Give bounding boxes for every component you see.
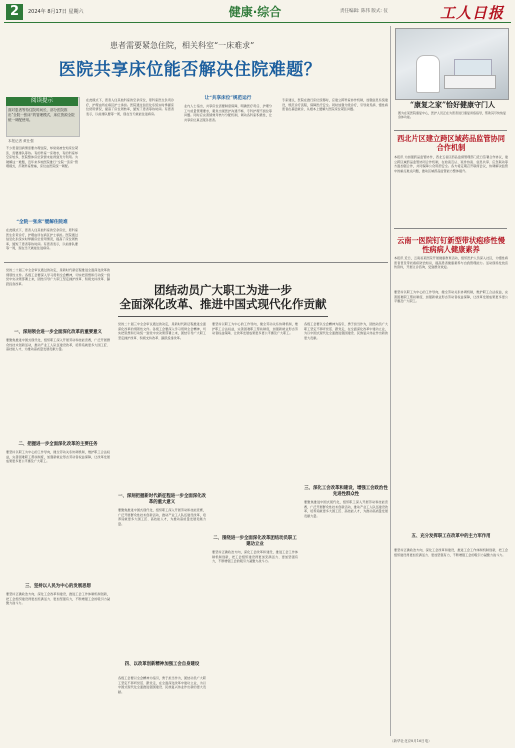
left-subhead-3: 三、坚持以人民为中心的发展思想 (25, 584, 91, 589)
main-col-1b: 在此模式下，患者入住其他科室的空余床位，原科室医生负责诊疗，护理由所在病区护士承担。医院通过信息化系统实时掌握床位使用情况，提高了床位周转率，缩短了患者等待时间。有患者表示，以前排队要等一周，现在当天就能住进病房。 (6, 228, 78, 251)
main-col-3: 业内人士指出，共享床位需要制度保障，明确医疗责任、护理分工与质量管理要求，避免出现医护沟通不畅、专科护理不到位等问题。同时应完善绩效考核与分配机制，调动各科室积极性，让共享床位真正服务患者。 (184, 104, 272, 122)
bottom-col-2b: 要聚焦推进中国式现代化，组织职工深入开展劳动和技能竞赛，广泛开展群众性技术创新活动，推动产业工人队伍建设改革，培养造就更多大国工匠、高技能人才，为推动高质量发展贡献力量。 (118, 508, 206, 526)
bottom-subhead-5: 五、充分发挥职工在改革中的主力军作用 (411, 534, 491, 539)
editor-credits: 责任编辑: 陈伟 版式: 仪 (340, 9, 388, 14)
photo-title: “康复之家”恰好健康守门人 (409, 100, 496, 109)
bottom-col-1d: 要坚持正确政治方向，深化工会改革和建设，推进工会工作体制机制创新，把工会组织建设得更加充满活力、更加坚强有力，不断增强工会的吸引力凝聚力战斗力。 (6, 592, 110, 606)
left-subhead-2: 二、把握进一步全面深化改革的主要任务 (18, 442, 98, 447)
lead-box-text: 面对患者等待住院时间长，部分医院推出“全院一张床”的管理模式，床位资源全院统一调配使用。 (8, 108, 75, 122)
right-story-2-text: 本报讯 近日，云南省某医院开展健康教育活动，组织医护人员深入社区，为慢性病患者普及带状疱疹防治知识，提高患者健康素养与自我管理能力。活动现场发放宣传资料，开展义诊咨询，受到群众欢迎。 (394, 256, 508, 270)
section-title: 健康·综合 (228, 5, 282, 19)
main-col-2: 在此模式下，患者入住其他科室的空余床位，原科室医生负责诊疗，护理由所在病区护士承担。医院通过信息化系统实时掌握床位使用情况，提高了床位周转率，缩短了患者等待时间。有患者表示，以前排队要等一周，现在当天就能住进病房。 (86, 98, 174, 116)
rehab-photo (395, 28, 509, 100)
bottom-col-5a: 要坚持以职工为中心的工作导向，健全劳动关系协调机制，维护职工合法权益，完善困难职工帮扶制度，加强新就业形态劳动者权益保障，让改革发展成果更多更公平惠及广大职工。 (394, 290, 508, 304)
bottom-col-5b: 要坚持正确政治方向，深化工会改革和建设，推进工会工作体制机制创新，把工会组织建设得更加充满活力、更加坚强有力，不断增强工会的吸引力凝聚力战斗力。 (394, 548, 508, 557)
headline-underline (118, 316, 328, 317)
lead-box-title: 阅读提示 (6, 97, 78, 106)
bottom-subhead-3: 三、深化工会改革和建设，增强工会政治性先进性群众性 (304, 486, 388, 497)
column-divider (390, 26, 391, 736)
bottom-headline-line-2: 全面深化改革、推进中国式现代化作贡献 (119, 297, 327, 311)
bottom-subhead-2: 二、围绕进一步全面深化改革团结动员职工建功立业 (213, 536, 297, 547)
bottom-col-1a: 党的二十届三中全会审议通过的决定，是新时代新征程推进全面深化改革的纲领性文件。各级工会要深入学习贯彻全会精神，切实把思想和行动统一到党中央决策部署上来，团结引导广大职工坚定拥护改革、积极支持改革、踊跃投身改革。 (6, 268, 110, 286)
date-line: 2024年 8月17日 星期六 (28, 9, 84, 15)
header-divider (4, 22, 511, 23)
bottom-col-1c: 要坚持以职工为中心的工作导向，健全劳动关系协调机制，维护职工合法权益，完善困难职工帮扶制度，加强新就业形态劳动者权益保障，让改革发展成果更多更公平惠及广大职工。 (6, 450, 110, 464)
main-col-4: 专家建议，医院在推行床位统筹时，应建立跨科室协作机制，加强信息系统建设，规范诊疗流程，保障医疗安全。同时加强分级诊疗，引导常见病、慢性病患者在基层就诊，从根本上缓解大医院床位紧张问题。 (282, 98, 388, 112)
bottom-col-3b: 要坚持正确政治方向，深化工会改革和建设，推进工会工作体制机制创新，把工会组织建设得更加充满活力、更加坚强有力，不断增强工会的吸引力凝聚力战斗力。 (212, 550, 298, 564)
footer-note: （新华社北京8月16日电） (390, 739, 432, 743)
main-byline: 本报记者 黄仕强 (8, 139, 34, 143)
bottom-headline[interactable] (118, 283, 328, 311)
right-story-1-text: 本报讯 为加强药品监管协作，西北五省区药品监督管理部门近日签署合作协议，建立跨区域药品监管协同合作机制，在检查互认、案件协查、信息共享、应急联动等方面加强合作，共同保障公众用药安全。各方将定期召开联席会议，协调解决监管中的重点难点问题，推动区域药品监管能力整体提升。 (394, 155, 508, 173)
bottom-headline-line-1: 团结动员广大职工为进一步 (154, 283, 292, 297)
bottom-col-2a: 党的二十届三中全会审议通过的决定，是新时代新征程推进全面深化改革的纲领性文件。各级工会要深入学习贯彻全会精神，切实把思想和行动统一到党中央决策部署上来，团结引导广大职工坚定拥护改革、积极支持改革、踊跃投身改革。 (118, 322, 206, 340)
left-subhead-1: 一、深刻领会进一步全面深化改革的重要意义 (14, 330, 102, 335)
main-col-1: 不少患者因病情需要办理住院，却常常被告知床位紧张，需要排队等待。有的科室一床难求，有的科室却空床较多，医院整体床位资源未能得到充分利用。为破解这一难题，近年来多地医院推行“全院一张床”管理模式，打破科室壁垒，床位由医院统一调配。 (6, 146, 78, 169)
main-subhead-1: “全院一张床”缓解住院难 (16, 220, 68, 225)
bottom-col-4b: 要聚焦推进中国式现代化，组织职工深入开展劳动和技能竞赛，广泛开展群众性技术创新活动，推动产业工人队伍建设改革，培养造就更多大国工匠、高技能人才，为推动高质量发展贡献力量。 (304, 500, 388, 518)
main-kicker: 患者需要紧急住院，相关科室“一床难求” (110, 41, 255, 50)
bottom-col-3a: 要坚持以职工为中心的工作导向，健全劳动关系协调机制，维护职工合法权益，完善困难职工帮扶制度，加强新就业形态劳动者权益保障，让改革发展成果更多更公平惠及广大职工。 (212, 322, 298, 336)
main-subhead-2: 让“共享床位”规范运行 (204, 96, 252, 101)
bottom-col-4a: 各级工会要以全会精神为指引，勇于担当作为，团结动员广大职工坚定不移听党话、跟党走，在全面深化改革中建功立业，为以中国式现代化全面推进强国建设、民族复兴伟业作出新的更大贡献。 (304, 322, 388, 340)
bottom-col-1b: 要聚焦推进中国式现代化，组织职工深入开展劳动和技能竞赛，广泛开展群众性技术创新活动，推动产业工人队伍建设改革，培养造就更多大国工匠、高技能人才，为推动高质量发展贡献力量。 (6, 338, 110, 352)
photo-caption: 图为在某医院康复中心，医护人员正在为患者进行康复训练指导，帮助其尽快恢复身体功能。 (398, 111, 507, 120)
bottom-col-2c: 各级工会要以全会精神为指引，勇于担当作为，团结动员广大职工坚定不移听党话、跟党走，在全面深化改革中建功立业，为以中国式现代化全面推进强国建设、民族复兴伟业作出新的更大贡献。 (118, 676, 206, 694)
page-number: 2 (6, 4, 23, 20)
main-headline[interactable]: 医院共享床位能否解决住院难题？ (58, 60, 322, 80)
bottom-subhead-1: 一、深刻把握新时代新征程进一步全面深化改革的重大意义 (118, 494, 206, 505)
bottom-subhead-4: 四、以改革创新精神加强工会自身建设 (124, 662, 200, 667)
divider (394, 228, 507, 229)
divider (394, 130, 507, 131)
section-divider (4, 262, 388, 263)
right-story-2-headline[interactable]: 云南一医院钉钉新型带状疱疹性慢性病病人健康素养 (397, 236, 505, 254)
right-story-1-headline[interactable]: 西北片区建立跨区域药品监管协同合作机制 (397, 134, 505, 152)
masthead-logo: 工人日报 (440, 4, 505, 22)
